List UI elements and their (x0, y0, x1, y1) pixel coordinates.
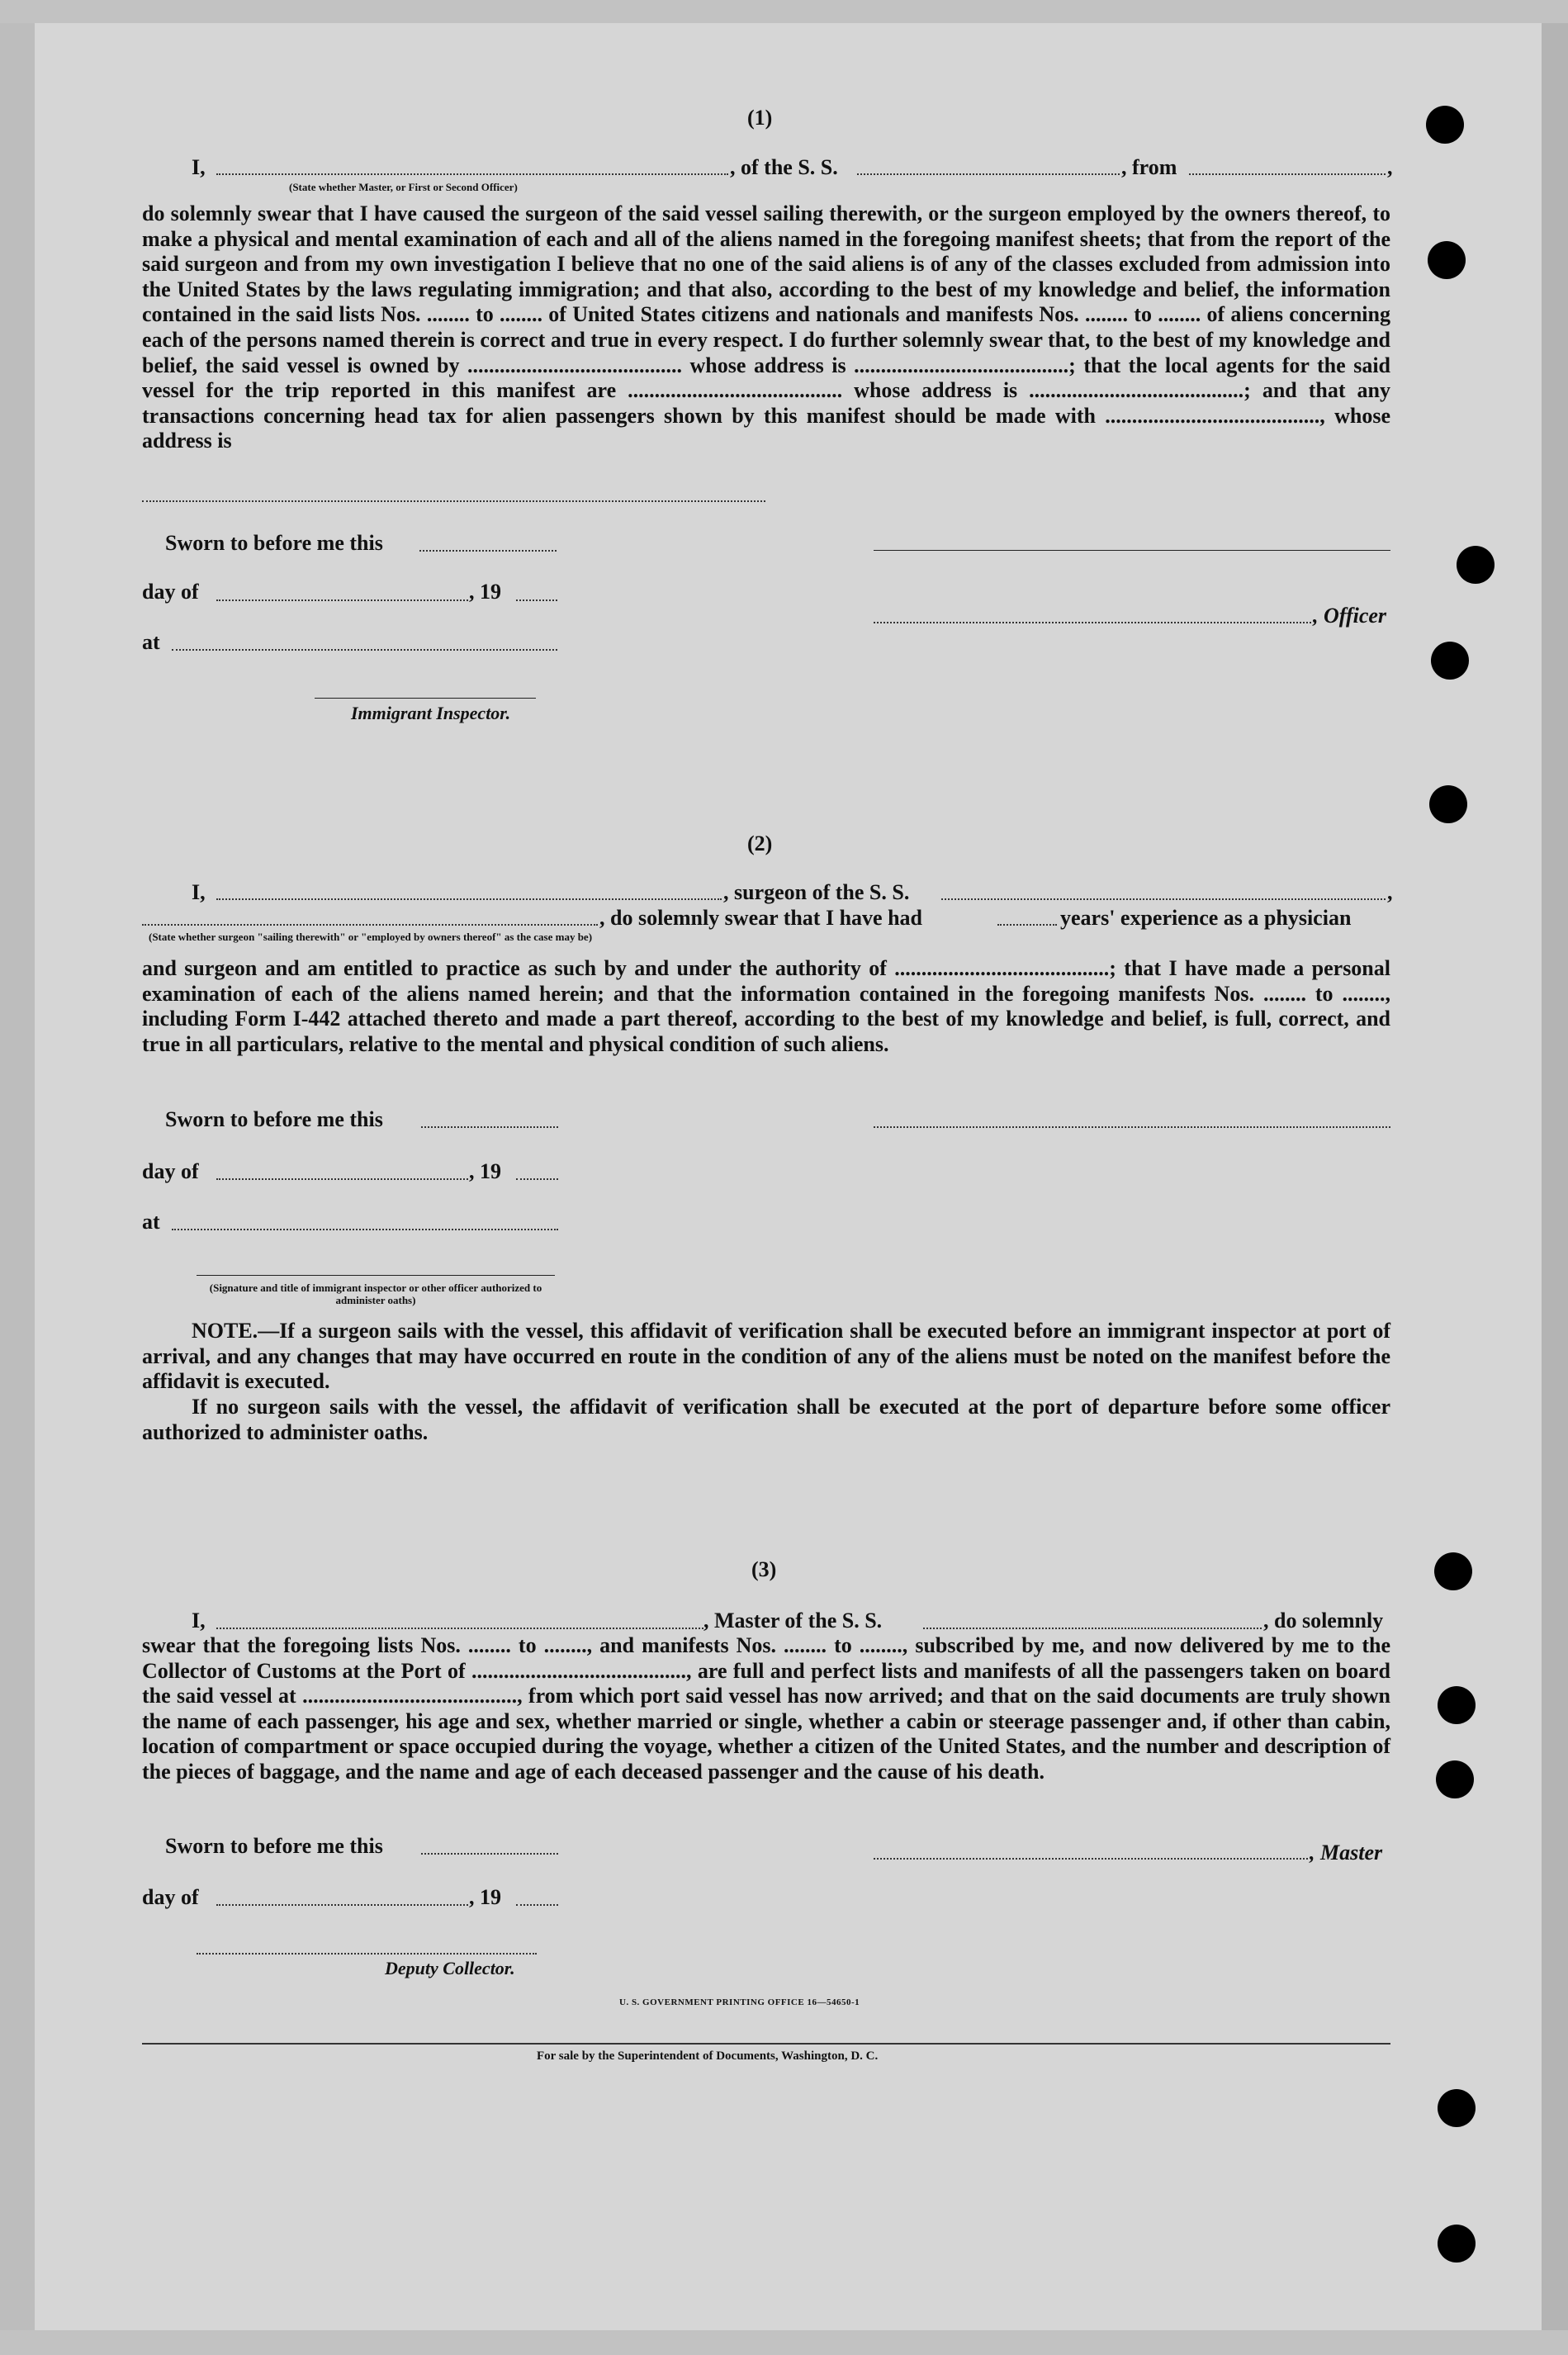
punch-hole (1434, 1552, 1472, 1590)
punch-hole (1429, 785, 1467, 823)
punch-hole (1438, 1686, 1476, 1724)
section-2-number: (2) (747, 832, 773, 855)
page-right-edge (1542, 0, 1568, 2355)
s3-solemnly-label: , do solemnly (1263, 1609, 1384, 1632)
s3-sworn-day-field[interactable] (421, 1853, 558, 1855)
page-bottom-edge (0, 2330, 1568, 2355)
s1-year-label: , 19 (469, 580, 501, 604)
s1-officer-signature-line[interactable] (874, 550, 1390, 551)
section-1-number: (1) (747, 106, 773, 130)
s2-swear-label: , do solemnly swear that I have had (599, 906, 923, 930)
punch-hole (1438, 2089, 1476, 2127)
s3-vessel-field[interactable] (923, 1628, 1262, 1629)
s2-at-label: at (142, 1210, 160, 1234)
s1-from-field[interactable] (1189, 173, 1386, 175)
s3-master-name-field[interactable] (216, 1628, 703, 1629)
s2-year-field[interactable] (516, 1178, 558, 1180)
s3-oath-text: swear that the foregoing lists Nos. ........ to ........, and manifests Nos. ........ to ........, subscribed by me, and now delivered by me to the Collector of Customs at the Port of ........................................, are full and perfect lists and manifests of all the passengers taken on board the said vessel at ........................................, from which port said vessel has now arrived; and that on the said documents are truly shown the name of each passenger, his age and sex, whether married or single, whether a cabin or steerage passenger and, if other than cabin, location of compartment or space occupied during the voyage, whether a citizen of the United States, and the number and description of the pieces of baggage, and the name and age of each deceased passenger and the cause of his death. (142, 1633, 1390, 1784)
punch-hole (1431, 642, 1469, 680)
punch-hole (1428, 241, 1466, 279)
punch-hole (1426, 106, 1464, 144)
s3-master-of-label: , Master of the S. S. (703, 1609, 883, 1632)
s3-collector-label: Deputy Collector. (385, 1958, 515, 1978)
s2-vessel-field[interactable] (941, 898, 1386, 900)
s1-at-field[interactable] (172, 649, 557, 651)
s1-sworn-day-field[interactable] (419, 550, 557, 552)
s1-officer-title-field[interactable] (874, 622, 1311, 623)
s2-note-label: NOTE. (192, 1319, 258, 1343)
gpo-imprint: U. S. GOVERNMENT PRINTING OFFICE 16—54650-1 (619, 1997, 860, 2007)
s1-month-field[interactable] (216, 599, 468, 601)
page-top-edge (0, 0, 1568, 23)
s2-years-field[interactable] (997, 924, 1057, 926)
s2-i-label: I, (192, 880, 206, 904)
s2-surgeon-note: (State whether surgeon "sailing therewith" or "employed by owners thereof" as the case may be) (149, 931, 593, 943)
punch-hole (1457, 546, 1495, 584)
s1-inspector-signature-line[interactable] (315, 698, 536, 699)
section-3-number: (3) (751, 1557, 777, 1581)
page-left-edge (0, 0, 35, 2355)
s2-oath-text: and surgeon and am entitled to practice as such by and under the authority of ........................................; that I have made a personal examination of each of the aliens named herein; and that the information contained in the foregoing manifests Nos. ........ to ........, including Form I-442 attached thereto and made a part thereof, according to the best of my knowledge and belief, is full, correct, and true in all particulars, relative to the mental and physical condition of such aliens. (142, 956, 1390, 1056)
s1-at-label: at (142, 630, 160, 654)
s2-day-of-label: day of (142, 1159, 199, 1183)
s1-officer-note: (State whether Master, or First or Second Officer) (289, 181, 518, 193)
s1-comma: , (1387, 155, 1393, 179)
s3-i-label: I, (192, 1609, 206, 1632)
s2-at-field[interactable] (172, 1229, 558, 1230)
punch-hole (1436, 1760, 1474, 1798)
sale-notice: For sale by the Superintendent of Documents, Washington, D. C. (537, 2049, 879, 2063)
s1-sworn-label: Sworn to before me this (165, 531, 383, 555)
s2-surgeon-of-label: , surgeon of the S. S. (723, 880, 910, 904)
s3-master-label: , Master (1310, 1841, 1383, 1865)
s2-note-text-2: If no surgeon sails with the vessel, the affidavit of verification shall be executed at the port of departure before some officer authorized to administer oaths. (142, 1395, 1390, 1444)
s1-vessel-field[interactable] (857, 173, 1120, 175)
footer-rule (142, 2043, 1390, 2045)
s2-years-label: years' experience as a physician (1060, 906, 1352, 930)
s3-year-label: , 19 (469, 1885, 501, 1909)
s3-day-of-label: day of (142, 1885, 199, 1909)
s2-surgeon-signature-line[interactable] (874, 1126, 1390, 1128)
s2-note-paragraph (142, 1319, 1390, 1395)
s1-year-field[interactable] (516, 599, 557, 601)
s1-day-of-label: day of (142, 580, 199, 604)
s1-from-label: , from (1121, 155, 1177, 179)
s1-i-label: I, (192, 155, 206, 179)
punch-hole (1438, 2225, 1476, 2263)
s1-inspector-label: Immigrant Inspector. (351, 703, 511, 723)
s3-collector-signature-line[interactable] (197, 1953, 537, 1955)
s2-signature-note: (Signature and title of immigrant inspector or other officer authorized to administer oaths) (209, 1282, 542, 1306)
s3-year-field[interactable] (516, 1904, 558, 1906)
s3-master-signature-line[interactable] (874, 1858, 1308, 1860)
s2-note-text-1: —If a surgeon sails with the vessel, this affidavit of verification shall be executed before an immigrant inspector at port of arrival, and any changes that may have occurred en route in the condition of any of the aliens must be noted on the manifest before the affidavit is executed. (142, 1319, 1390, 1394)
s3-sworn-label: Sworn to before me this (165, 1834, 383, 1858)
s1-of-ss-label: , of the S. S. (730, 155, 838, 179)
s2-year-label: , 19 (469, 1159, 501, 1183)
s2-comma: , (1387, 880, 1393, 904)
s1-officer-name-field[interactable] (216, 173, 728, 175)
s2-official-signature-line[interactable] (197, 1275, 555, 1276)
s2-surgeon-name-field[interactable] (216, 898, 722, 900)
s2-month-field[interactable] (216, 1178, 468, 1180)
s1-oath-text: do solemnly swear that I have caused the surgeon of the said vessel sailing therewith, or the surgeon employed by the owners thereof, to make a physical and mental examination of each and all of the aliens named in the foregoing manifest sheets; that from the report of the said surgeon and from my own investigation I believe that no one of the said aliens is of any of the classes excluded from admission into the United States by the laws regulating immigration; and that also, according to the best of my knowledge and belief, the information contained in the said lists Nos. ........ to ........ of United States citizens and nationals and manifests Nos. ........ to ........ of aliens concerning each of the persons named therein is correct and true in every respect. I do further solemnly swear that, to the best of my knowledge and belief, the said vessel is owned by ........................................ whose address is ........................................; that the local agents for the said vessel for the trip reported in this manifest are ........................................ whose address is ........................................; and that any transactions concerning head tax for alien passengers shown by this manifest should be made with ........................................, whose address is (142, 201, 1390, 453)
s1-continuation-line[interactable] (142, 500, 765, 502)
s3-month-field[interactable] (216, 1904, 468, 1906)
s2-sailing-field[interactable] (142, 924, 598, 926)
s2-sworn-label: Sworn to before me this (165, 1107, 383, 1131)
s1-officer-label: , Officer (1313, 604, 1387, 628)
s2-sworn-day-field[interactable] (421, 1126, 558, 1128)
